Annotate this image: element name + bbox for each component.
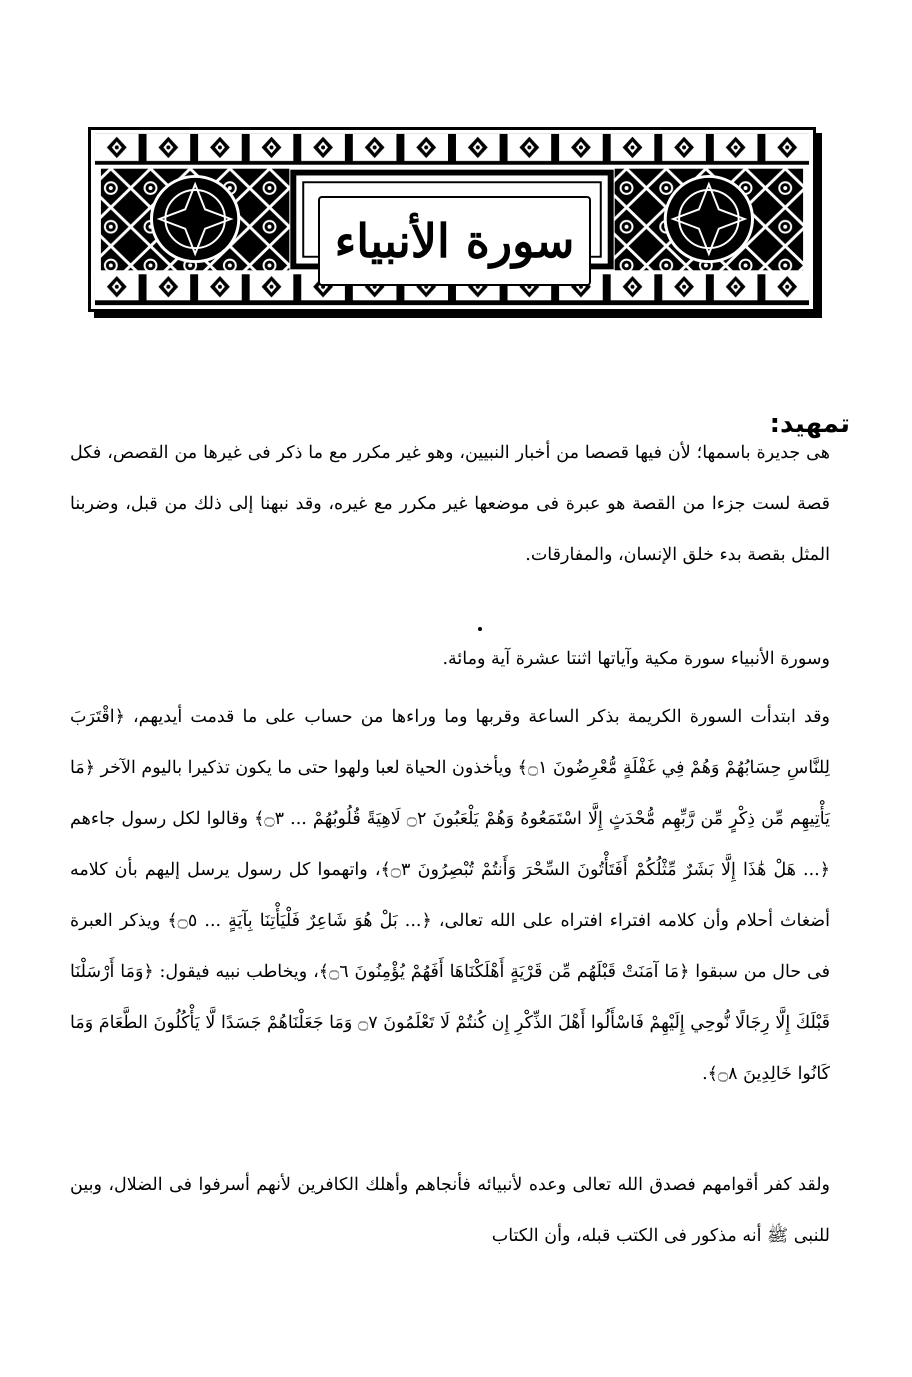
surah-title: سورة الأنبياء — [318, 196, 591, 286]
section-heading: تمهيد: — [769, 409, 850, 439]
summary-paragraph: وقد ابتدأت السورة الكريمة بذكر الساعة وقربها وما وراءها من حساب على ما قدمت أيديهم، ﴿اقْتَرَبَ لِلنَّاسِ حِسَابُهُمْ وَهُمْ فِي غَفْلَةٍ مُّعْرِضُونَ ۝١﴾ ويأخذون الحياة لعبا ولهوا حتى ما يكون تذكيرا باليوم الآخر ﴿مَا يَأْتِيهِم مِّن ذِكْرٍ مِّن رَّبِّهِم مُّحْدَثٍ إِلَّا اسْتَمَعُوهُ وَهُمْ يَلْعَبُونَ ۝٢ لَاهِيَةً قُلُوبُهُمْ ... ۝٣﴾ وقالوا لكل رسول جاءهم ﴿... هَلْ هَٰذَا إِلَّا بَشَرٌ مِّثْلُكُمْ أَفَتَأْتُونَ السِّحْرَ وَأَنتُمْ تُبْصِرُونَ ۝٣﴾، واتهموا كل رسول يرسل إليهم بأن كلامه أضغاث أحلام وأن كلامه افتراء افتراه على الله تعالى، ﴿... بَلْ هُوَ شَاعِرٌ فَلْيَأْتِنَا بِآيَةٍ ... ۝٥﴾ ويذكر العبرة فى حال من سبقوا ﴿مَا آمَنَتْ قَبْلَهُم مِّن قَرْيَةٍ أَهْلَكْنَاهَا أَفَهُمْ يُؤْمِنُونَ ۝٦﴾، ويخاطب نبيه فيقول: ﴿وَمَا أَرْسَلْنَا قَبْلَكَ إِلَّا رِجَالًا نُّوحِي إِلَيْهِمْ فَاسْأَلُوا أَهْلَ الذِّكْرِ إِن كُنتُمْ لَا تَعْلَمُونَ ۝٧ وَمَا جَعَلْنَاهُمْ جَسَدًا لَّا يَأْكُلُونَ الطَّعَامَ وَمَا كَانُوا خَالِدِينَ ۝٨﴾. — [70, 707, 831, 1084]
closing-paragraph: ولقد كفر أقوامهم فصدق الله تعالى وعده لأنبيائه فأنجاهم وأهلك الكافرين لأنهم أسرفوا فى الضلال، وبين للنبى ﷺ أنه مذكور فى الكتب قبله، وأن الكتاب — [70, 1175, 830, 1246]
surah-info-paragraph: وسورة الأنبياء سورة مكية وآياتها اثنتا عشرة آية ومائة. — [442, 649, 830, 669]
dot-mark — [478, 627, 482, 631]
intro-paragraph: هى جديرة باسمها؛ لأن فيها قصصا من أخبار النبيين، وهو غير مكرر مع ما ذكر فى غيرها من القصص، فكل قصة لست جزءا من القصة هو عبرة فى موضعها غير مكرر مع غيره، وقد نبهنا إلى ذلك من قبل، وضربنا المثل بقصة بدء خلق الإنسان، والمفارقات. — [70, 443, 830, 565]
